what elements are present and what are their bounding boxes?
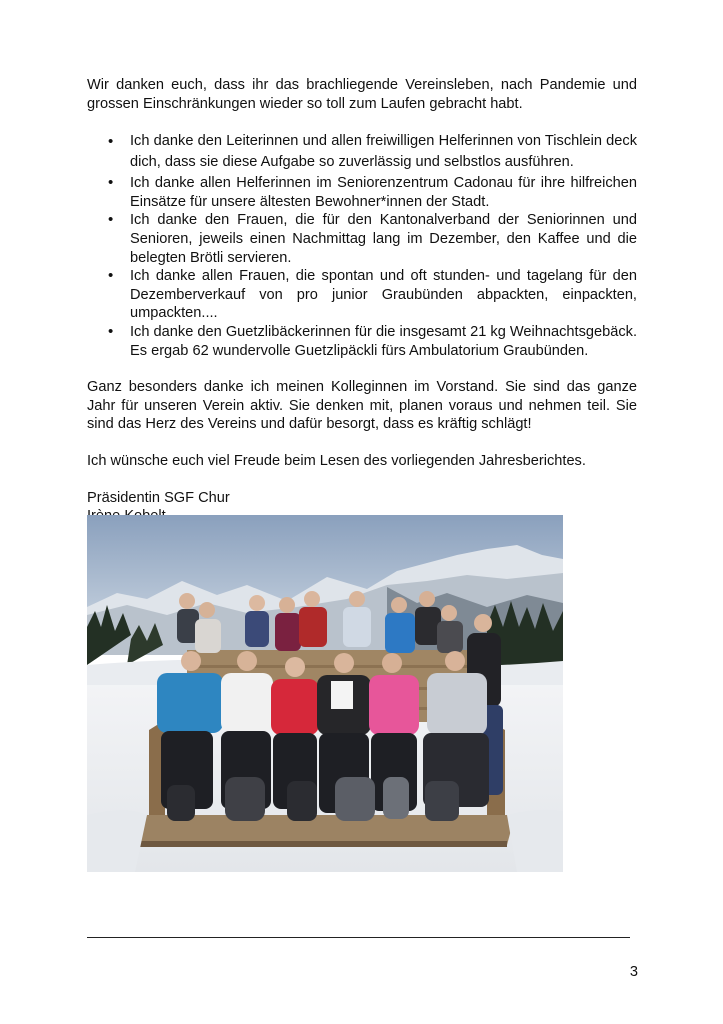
- closing-wish: Ich wünsche euch viel Freude beim Lesen des vorliegenden Jahresberichtes.: [87, 452, 586, 469]
- board-thanks-paragraph: Ganz besonders danke ich meinen Kolleginnen im Vorstand. Sie sind das ganze Jahr für unseren Verein aktiv. Sie denken mit, planen voraus und nehmen teil. Sie sind das Herz des Vereins und dafür besorgt, dass es kräftig schlägt!: [87, 379, 637, 433]
- list-item: • Ich danke allen Frauen, die spontan und oft stunden- und tagelang für den Dezemberverkauf von pro junior Graubünden abpackten, einpackten, umpackten....: [130, 267, 637, 323]
- intro-paragraph: Wir danken euch, dass ihr das brachliegende Vereinsleben, nach Pandemie und grossen Einschränkungen wieder so toll zum Laufen gebracht habt.: [87, 77, 637, 112]
- page-number: 3: [629, 964, 638, 980]
- list-item: • Ich danke den Leiterinnen und allen freiwilligen Helferinnen von Tischlein deck dich, dass sie diese Aufgabe so zuverlässig und selbstlos ausführen.: [130, 131, 637, 173]
- list-item: • Ich danke allen Helferinnen im Seniorenzentrum Cadonau für ihre hilfreichen Einsätze für unsere ältesten Bewohner*innen der Stadt.: [130, 174, 637, 211]
- document-body: [87, 76, 637, 526]
- group-photo: [87, 515, 563, 872]
- footer-rule: [87, 937, 630, 938]
- list-item: • Ich danke den Guetzlibäckerinnen für die insgesamt 21 kg Weihnachtsgebäck. Es ergab 62 wundervolle Guetzlipäckli fürs Ambulatorium Graubünden.: [130, 323, 637, 360]
- list-item: • Ich danke den Frauen, die für den Kantonalverband der Seniorinnen und Senioren, jeweils einen Nachmittag lang im Dezember, den Kaffee und die belegten Brötli servieren.: [130, 211, 637, 267]
- thanks-list: [87, 131, 637, 360]
- signature-role: Präsidentin SGF Chur: [87, 489, 230, 506]
